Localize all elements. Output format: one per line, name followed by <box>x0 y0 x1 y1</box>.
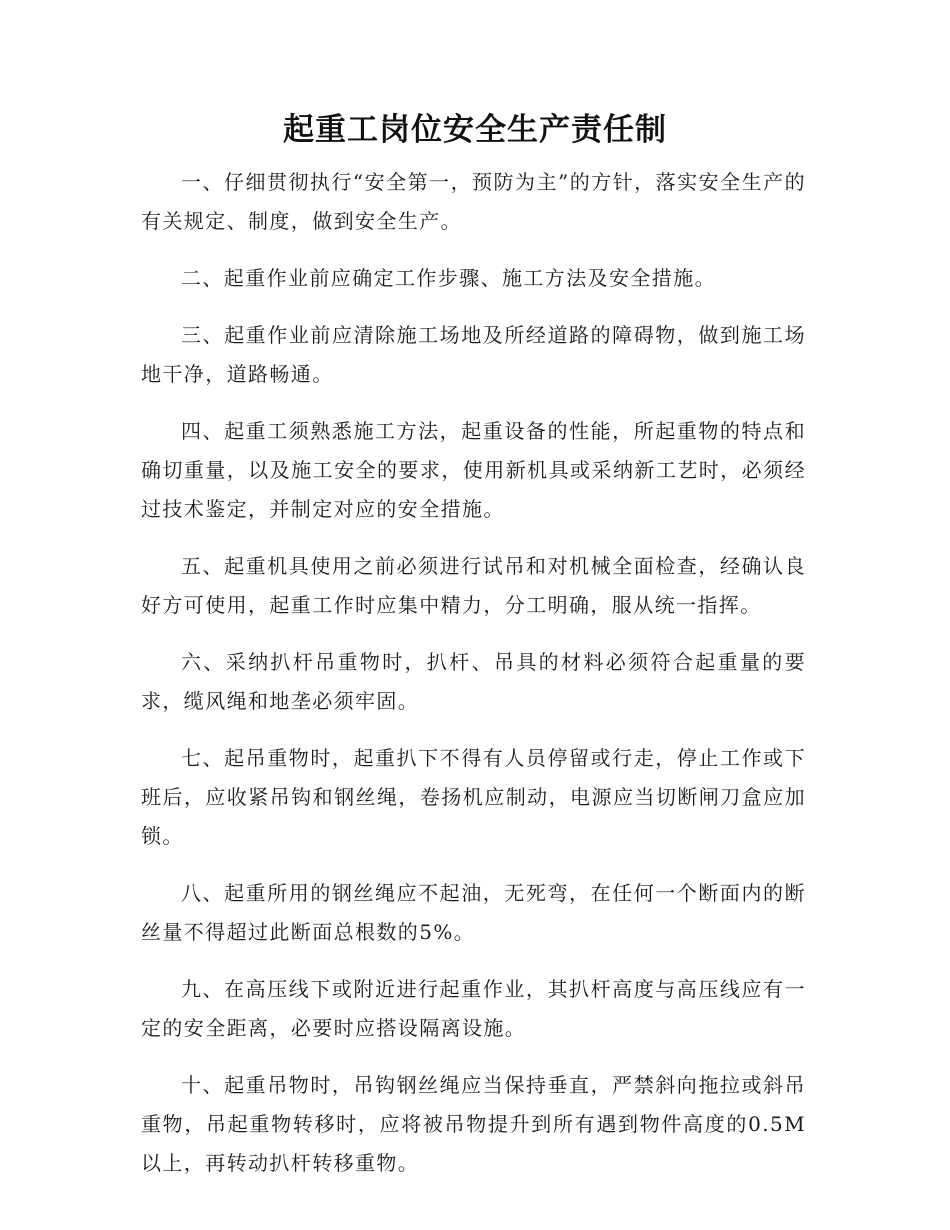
paragraph-8: 八、起重所用的钢丝绳应不起油，无死弯，在任何一个断面内的断丝量不得超过此断面总根数的5%。 <box>141 881 806 944</box>
paragraph-4: 四、起重工须熟悉施工方法，起重设备的性能，所起重物的特点和确切重量，以及施工安全的要求，使用新机具或采纳新工艺时，必须经过技术鉴定，并制定对应的安全措施。 <box>141 419 806 521</box>
document-title: 起重工岗位安全生产责任制 <box>283 112 667 148</box>
document-body <box>141 163 806 1201</box>
paragraph-9: 九、在高压线下或附近进行起重作业，其扒杆高度与高压线应有一定的安全距离，必要时应搭设隔离设施。 <box>141 977 806 1040</box>
paragraph-2: 二、起重作业前应确定工作步骤、施工方法及安全措施。 <box>181 266 716 290</box>
paragraph-3: 三、起重作业前应清除施工场地及所经道路的障碍物，做到施工场地干净，道路畅通。 <box>141 323 806 386</box>
paragraph-5: 五、起重机具使用之前必须进行试吊和对机械全面检查，经确认良好方可使用，起重工作时应集中精力，分工明确，服从统一指挥。 <box>141 554 806 617</box>
paragraph-1: 一、仔细贯彻执行“安全第一，预防为主”的方针，落实安全生产的有关规定、制度，做到安全生产。 <box>141 170 806 233</box>
paragraph-6: 六、采纳扒杆吊重物时，扒杆、吊具的材料必须符合起重量的要求，缆风绳和地垄必须牢固。 <box>141 650 806 713</box>
paragraph-7: 七、起吊重物时，起重扒下不得有人员停留或行走，停止工作或下班后，应收紧吊钩和钢丝绳，卷扬机应制动，电源应当切断闸刀盒应加锁。 <box>141 746 806 848</box>
paragraph-10: 十、起重吊物时，吊钩钢丝绳应当保持垂直，严禁斜向拖拉或斜吊重物，吊起重物转移时，应将被吊物提升到所有遇到物件高度的0.5M以上，再转动扒杆转移重物。 <box>141 1073 806 1175</box>
